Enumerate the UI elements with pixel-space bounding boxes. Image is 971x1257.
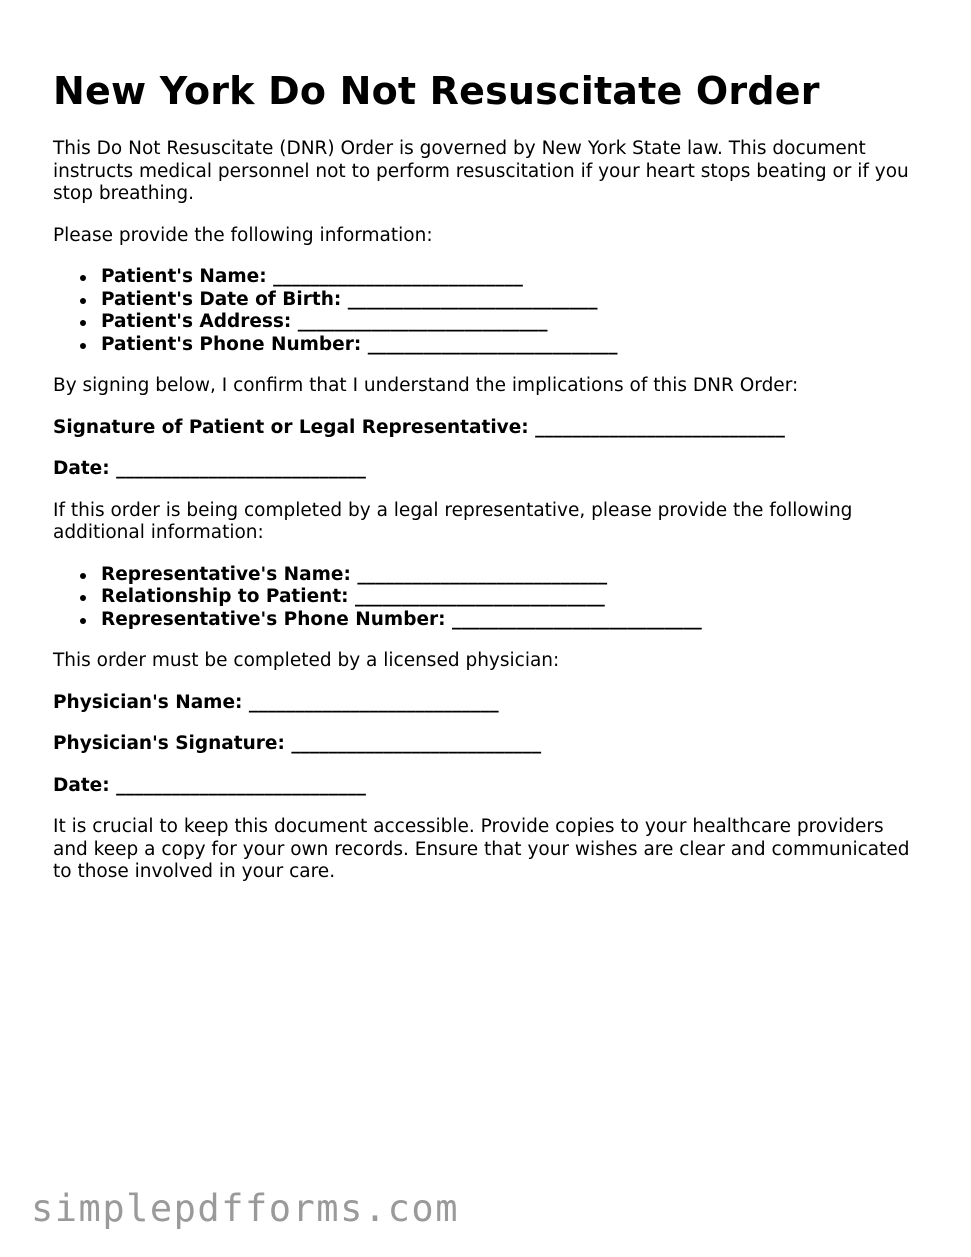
blank-line[interactable]: ___________________________ bbox=[347, 288, 598, 310]
field-label: Relationship to Patient: bbox=[101, 586, 349, 607]
blank-line[interactable]: ___________________________ bbox=[367, 333, 618, 355]
blank-line[interactable]: ___________________________ bbox=[357, 563, 608, 585]
field-label: Patient's Name: bbox=[101, 266, 267, 287]
representative-info-list bbox=[53, 564, 923, 632]
blank-line[interactable]: ___________________________ bbox=[116, 458, 366, 479]
blank-line[interactable]: ___________________________ bbox=[451, 608, 702, 630]
blank-line[interactable]: ___________________________ bbox=[355, 586, 605, 607]
representative-name-field bbox=[101, 564, 923, 587]
watermark-text: simplepdfforms.com bbox=[31, 1187, 459, 1230]
blank-line[interactable]: ___________________________ bbox=[273, 266, 523, 287]
field-label: Representative's Phone Number: bbox=[101, 608, 446, 630]
intro-paragraph: This Do Not Resuscitate (DNR) Order is governed by New York State law. This document instructs medical personnel not to perform resuscitation if your heart stops beating or if you stop breathing. bbox=[53, 138, 909, 204]
patient-info-list bbox=[53, 266, 923, 356]
field-label: Patient's Date of Birth: bbox=[101, 288, 342, 310]
patient-signature-field bbox=[53, 417, 923, 440]
field-label: Patient's Address: bbox=[101, 311, 292, 332]
blank-line[interactable]: ___________________________ bbox=[535, 416, 785, 438]
representative-intro-text: If this order is being completed by a legal representative, please provide the following additional information: bbox=[53, 499, 853, 543]
field-label: Date: bbox=[53, 458, 110, 479]
confirm-text: By signing below, I confirm that I understand the implications of this DNR Order: bbox=[53, 375, 799, 396]
field-label: Patient's Phone Number: bbox=[101, 333, 362, 355]
representative-phone-field bbox=[101, 609, 923, 632]
physician-signature-field bbox=[53, 733, 923, 756]
date-field-2 bbox=[53, 775, 923, 798]
field-label: Physician's Signature: bbox=[53, 733, 285, 754]
blank-line[interactable]: ___________________________ bbox=[291, 733, 542, 754]
field-label: Physician's Name: bbox=[53, 691, 243, 713]
date-field-1 bbox=[53, 458, 923, 481]
physician-name-field bbox=[53, 692, 923, 715]
field-label: Date: bbox=[53, 774, 110, 796]
closing-paragraph: It is crucial to keep this document accessible. Provide copies to your healthcare providers and keep a copy for your own records. Ensure that your wishes are clear and communicated to those involved in your care. bbox=[53, 816, 910, 882]
patient-name-field bbox=[101, 266, 923, 289]
blank-line[interactable]: ___________________________ bbox=[116, 774, 366, 796]
patient-dob-field bbox=[101, 289, 923, 312]
document-title: New York Do Not Resuscitate Order bbox=[53, 69, 820, 113]
blank-line[interactable]: ___________________________ bbox=[248, 691, 499, 713]
relationship-field bbox=[101, 586, 923, 609]
blank-line[interactable]: ___________________________ bbox=[297, 311, 548, 332]
provide-info-text: Please provide the following information: bbox=[53, 224, 433, 246]
field-label: Representative's Name: bbox=[101, 563, 351, 585]
patient-address-field bbox=[101, 311, 923, 334]
physician-intro-text: This order must be completed by a licensed physician: bbox=[53, 650, 560, 671]
patient-phone-field bbox=[101, 334, 923, 357]
document-page bbox=[53, 66, 923, 903]
field-label: Signature of Patient or Legal Representative: bbox=[53, 416, 529, 438]
